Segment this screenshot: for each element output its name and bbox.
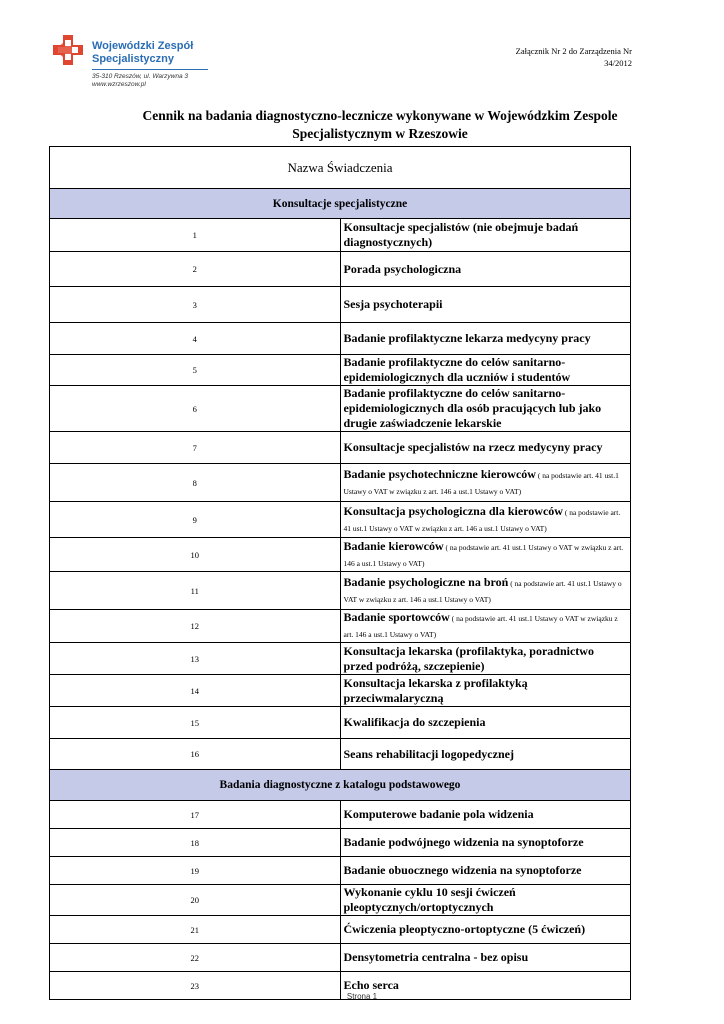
service-label: Badanie sportowców [343, 610, 450, 624]
vat-legal-note: ( na podstawie art. 41 ust.1 Ustawy o VAT w związku z art. 146 a ust.1 Ustawy o VAT) [343, 578, 622, 604]
section-header-row [50, 770, 631, 801]
table-row [50, 857, 631, 885]
service-name [340, 801, 631, 829]
row-number: 12 [50, 610, 341, 643]
logo-website: www.wzrzeszow.pl [92, 81, 146, 88]
table-row [50, 219, 631, 252]
document-title [100, 107, 660, 143]
table-row [50, 739, 631, 770]
service-name [340, 944, 631, 972]
service-name [340, 610, 631, 643]
service-label: Komputerowe badanie pola widzenia [343, 807, 534, 821]
table-row [50, 287, 631, 323]
logo-name-line2: Specjalistyczny [92, 53, 174, 65]
service-label: Echo serca [343, 978, 399, 992]
service-name [340, 829, 631, 857]
service-label: Seans rehabilitacji logopedycznej [343, 746, 514, 761]
logo-address: 35-310 Rzeszów, ul. Warzywna 3 [92, 73, 188, 80]
logo-divider [92, 69, 208, 70]
row-number: 15 [50, 707, 341, 739]
table-row [50, 323, 631, 355]
row-number: 11 [50, 572, 341, 610]
table-row [50, 707, 631, 739]
row-number: 10 [50, 538, 341, 572]
service-name [340, 432, 631, 464]
table-row [50, 572, 631, 610]
service-name [340, 538, 631, 572]
table-row [50, 386, 631, 432]
service-label: Konsultacje specjalistów na rzecz medycyny pracy [343, 440, 603, 454]
service-label: Ćwiczenia pleoptyczno-ortoptyczne (5 ćwiczeń) [343, 922, 586, 936]
service-label: Wykonanie cyklu 10 sesji ćwiczeń pleoptycznych/ortoptycznych [343, 885, 516, 914]
service-name [340, 916, 631, 944]
service-name [340, 643, 631, 675]
service-name [340, 323, 631, 355]
row-number: 3 [50, 287, 341, 323]
row-number: 18 [50, 829, 341, 857]
table-row [50, 355, 631, 386]
row-number: 5 [50, 355, 341, 386]
service-label: Badanie profilaktyczne do celów sanitarno-epidemiologicznych dla uczniów i studentów [343, 355, 571, 384]
table-row [50, 502, 631, 538]
medical-cross-logo-icon [50, 32, 86, 68]
service-label: Porada psychologiczna [343, 261, 462, 276]
table-row [50, 610, 631, 643]
section-title-consultations: Konsultacje specjalistyczne [50, 189, 631, 219]
row-number: 2 [50, 252, 341, 287]
service-name [340, 355, 631, 386]
service-name [340, 857, 631, 885]
service-label: Badanie psychotechniczne kierowców [343, 466, 536, 481]
service-label: Badanie podwójnego widzenia na synoptoforze [343, 835, 584, 849]
service-name [340, 707, 631, 739]
row-number: 22 [50, 944, 341, 972]
vat-legal-note: ( na podstawie art. 41 ust.1 Ustawy o VAT w związku z art. 146 a ust.1 Ustawy o VAT) [343, 507, 621, 533]
service-name [340, 252, 631, 287]
service-label: Konsultacja lekarska z profilaktyką przeciwmalaryczną [343, 675, 528, 705]
table-row [50, 432, 631, 464]
service-name [340, 502, 631, 538]
table-row [50, 252, 631, 287]
service-name [340, 219, 631, 252]
service-name [340, 287, 631, 323]
logo-address-block [92, 73, 188, 89]
service-label: Konsultacja lekarska (profilaktyka, poradnictwo przed podróżą, szczepienie) [343, 643, 594, 673]
service-name [340, 386, 631, 432]
service-label: Densytometria centralna - bez opisu [343, 950, 529, 964]
section-title-diagnostics: Badania diagnostyczne z katalogu podstawowego [50, 770, 631, 801]
section-header-row [50, 189, 631, 219]
column-header-service-name: Nazwa Świadczenia [50, 147, 631, 189]
service-label: Konsultacja psychologiczna dla kierowców [343, 503, 563, 518]
service-label: Badanie psychologiczne na broń [343, 574, 509, 589]
table-header-row [50, 147, 631, 189]
table-row [50, 464, 631, 502]
vat-legal-note: ( na podstawie art. 41 ust.1 Ustawy o VAT w związku z art. 146 a ust.1 Ustawy o VAT) [343, 542, 624, 568]
row-number: 21 [50, 916, 341, 944]
service-name [340, 675, 631, 707]
row-number: 7 [50, 432, 341, 464]
table-row [50, 916, 631, 944]
service-label: Badanie profilaktyczne do celów sanitarno-epidemiologicznych dla osób pracujących lub jako drugie zaświadczenie lekarskie [343, 386, 602, 430]
row-number: 6 [50, 386, 341, 432]
row-number: 13 [50, 643, 341, 675]
row-number: 23 [50, 972, 341, 1000]
vat-legal-note: ( na podstawie art. 41 ust.1 Ustawy o VAT w związku z art. 146 a ust.1 Ustawy o VAT) [343, 470, 619, 496]
row-number: 8 [50, 464, 341, 502]
service-name [340, 464, 631, 502]
vat-legal-note: ( na podstawie art. 41 ust.1 Ustawy o VAT w związku z art. 146 a ust.1 Ustawy o VAT) [343, 614, 618, 639]
table-row [50, 829, 631, 857]
service-label: Kwalifikacja do szczepienia [343, 715, 486, 729]
service-label: Sesja psychoterapii [343, 297, 443, 311]
service-name [340, 885, 631, 916]
row-number: 4 [50, 323, 341, 355]
services-table [49, 146, 631, 1000]
page-number: Strona 1 [346, 992, 378, 1001]
row-number: 19 [50, 857, 341, 885]
row-number: 16 [50, 739, 341, 770]
service-label: Badanie obuocznego widzenia na synoptoforze [343, 863, 582, 877]
service-name [340, 572, 631, 610]
table-row [50, 944, 631, 972]
document-title-line2: Specjalistycznym w Rzeszowie [292, 126, 468, 141]
logo-name-line1: Wojewódzki Zespół [92, 40, 194, 52]
table-row [50, 538, 631, 572]
annex-line2: 34/2012 [604, 58, 632, 68]
service-label: Badanie kierowców [343, 538, 444, 553]
organization-logo [50, 30, 220, 100]
row-number: 1 [50, 219, 341, 252]
annex-reference [412, 45, 632, 69]
table-row [50, 643, 631, 675]
document-title-line1: Cennik na badania diagnostyczno-lecznicze wykonywane w Wojewódzkim Zespole [142, 108, 618, 123]
row-number: 17 [50, 801, 341, 829]
service-label: Badanie profilaktyczne lekarza medycyny pracy [343, 331, 591, 345]
table-row [50, 675, 631, 707]
service-label: Konsultacje specjalistów (nie obejmuje badań diagnostycznych) [343, 220, 579, 249]
annex-line1: Załącznik Nr 2 do Zarządzenia Nr [515, 46, 632, 56]
table-row [50, 885, 631, 916]
row-number: 9 [50, 502, 341, 538]
row-number: 14 [50, 675, 341, 707]
service-name [340, 739, 631, 770]
row-number: 20 [50, 885, 341, 916]
table-row [50, 801, 631, 829]
